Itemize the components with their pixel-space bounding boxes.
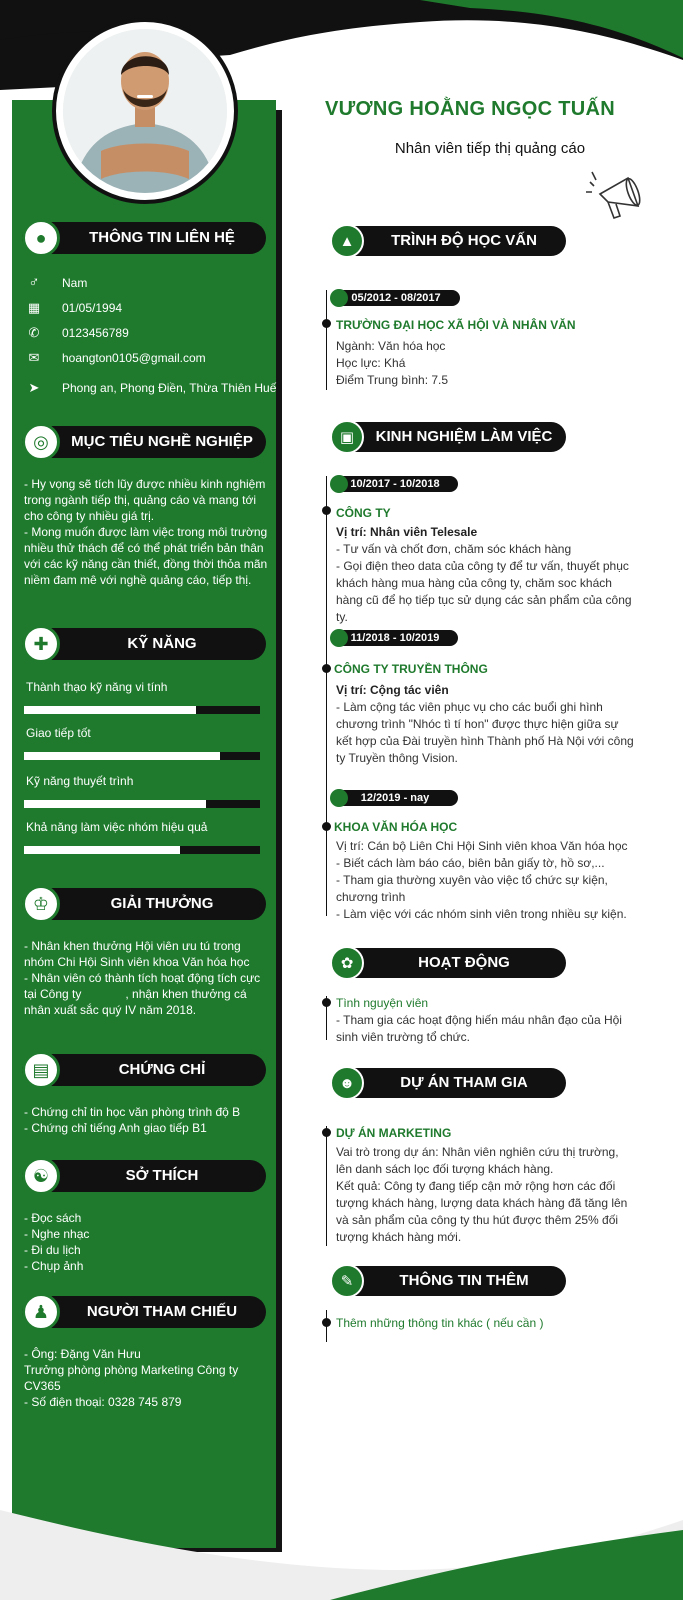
timeline-marker (330, 289, 348, 307)
project-name: DỰ ÁN MARKETING (336, 1126, 452, 1140)
job-company: CÔNG TY (336, 506, 391, 520)
project-line: Vai trò trong dự án: Nhân viên nghiên cứu thị trường, lên danh sách lọc đối tượng khách hàng. (336, 1145, 619, 1176)
education-section-title: TRÌNH ĐỘ HỌC VẤN (391, 232, 537, 249)
education-line: Điểm Trung bình: 7.5 (336, 373, 449, 387)
timeline-dot (322, 1318, 331, 1327)
activities-section-header (332, 948, 566, 978)
certificate-line: - Chứng chỉ tiếng Anh giao tiếp B1 (24, 1121, 207, 1135)
objective-section-title: MỤC TIÊU NGHỀ NGHIỆP (71, 433, 253, 450)
references-text (24, 1346, 269, 1410)
education-line: Ngành: Văn hóa học (336, 339, 446, 353)
contact-address (24, 379, 277, 399)
job-position: Vị trí: Cộng tác viên (336, 683, 449, 697)
experience-section-header (332, 422, 566, 452)
person-photo-icon (63, 29, 227, 193)
objective-section-header (22, 426, 266, 458)
objective-text (24, 476, 269, 588)
hobby-line: - Đi du lịch (24, 1243, 81, 1257)
skill-bar-fill (24, 706, 196, 714)
extra-section-title: THÔNG TIN THÊM (399, 1272, 529, 1289)
certificates-section-header (22, 1054, 266, 1086)
job-company: KHOA VĂN HÓA HỌC (334, 820, 458, 834)
skill-bar (24, 800, 260, 808)
skill-label: Kỹ năng thuyết trình (26, 774, 134, 788)
award-line-part: , nhận khen thưởng cá nhân xuất sắc quý IV năm 2018. (24, 987, 247, 1017)
projects-section-title: DỰ ÁN THAM GIA (400, 1074, 528, 1091)
phone-icon: ✆ (28, 325, 40, 340)
awards-section-title: GIẢI THƯỞNG (110, 895, 214, 912)
job-date (332, 476, 458, 492)
job-company: CÔNG TY TRUYỀN THÔNG (334, 662, 488, 676)
email-icon: ✉ (28, 350, 40, 365)
objective-line: - Hy vọng sẽ tích lũy được nhiều kinh nghiệm trong ngành tiếp thị, quảng cáo và mang tới cho công ty nhiều giá trị. (24, 477, 266, 523)
job-date (332, 790, 458, 806)
target-icon: ◎ (22, 423, 60, 461)
contact-email-value[interactable]: hoangton0105@gmail.com (62, 351, 206, 365)
award-line-part: - Nhân viên có thành tích hoạt động tích cực tại Công ty (24, 971, 261, 1001)
references-section-header (22, 1296, 266, 1328)
puzzle-icon: ✚ (22, 625, 60, 663)
contact-birthdate (24, 299, 274, 319)
certificates-section-title: CHỨNG CHỈ (118, 1061, 206, 1078)
award-line (24, 970, 269, 1018)
timeline-dot (322, 1128, 331, 1137)
candidate-name: VƯƠNG HOẰNG NGỌC TUẤN (325, 98, 615, 120)
awards-section-header (22, 888, 266, 920)
reference-line: - Số điện thoại: 0328 745 879 (24, 1395, 182, 1409)
objective-line: - Mong muốn được làm việc trong môi trường nhiều thử thách để có thể phát triển bản thân với các kỹ năng cần thiết, đồng thời thỏa mãn niềm đam mê với nghề quảng cáo, tiếp thị. (24, 525, 268, 587)
gender-icon: ♂ (28, 274, 40, 291)
project-details (336, 1144, 636, 1246)
timeline-dot (322, 998, 331, 1007)
reference-line: Trưởng phòng phòng Marketing Công ty CV365 (24, 1363, 239, 1393)
project-line: Kết quả: Công ty đang tiếp cận mở rộng hơn các đối tượng khách hàng, lượng data khách hàng đã tăng lên và sản phẩm của công ty thu hút được thêm 25% đối tượng khách hàng mới. (336, 1179, 628, 1244)
hobby-line: - Chụp ảnh (24, 1259, 84, 1273)
timeline-dot (322, 822, 331, 831)
job-position: Vị trí: Cán bộ Liên Chi Hội Sinh viên khoa Văn hóa học (336, 839, 628, 853)
extra-section-header (332, 1266, 566, 1296)
education-details (336, 338, 636, 389)
education-school: TRƯỜNG ĐẠI HỌC XÃ HỘI VÀ NHÂN VĂN (336, 318, 576, 332)
megaphone-icon (582, 162, 654, 224)
job-position: Vị trí: Nhân viên Telesale (336, 525, 478, 539)
experience-timeline (326, 476, 327, 916)
projects-section-header (332, 1068, 566, 1098)
contact-gender-value: Nam (62, 276, 88, 290)
skill-bar-fill (24, 752, 220, 760)
job-line: - Biết cách làm báo cáo, biên bản giấy tờ, hồ sơ,... (336, 856, 605, 870)
location-icon: ➤ (28, 380, 40, 395)
pen-icon: ✎ (330, 1264, 364, 1298)
hobbies-section-title: SỞ THÍCH (125, 1167, 199, 1184)
skill-bar-fill (24, 846, 180, 854)
timeline-dot (322, 664, 331, 673)
extra-info-text: Thêm những thông tin khác ( nếu cần ) (336, 1316, 544, 1330)
contact-gender (24, 274, 274, 294)
timeline-marker (330, 475, 348, 493)
contact-section-header (22, 222, 266, 254)
team-icon: ☻ (330, 1066, 364, 1100)
education-date-text: 05/2012 - 08/2017 (351, 292, 441, 304)
education-section-header (332, 226, 566, 256)
timeline-marker (330, 789, 348, 807)
user-icon: ● (22, 219, 60, 257)
education-timeline (326, 290, 327, 390)
hobby-line: - Đọc sách (24, 1211, 82, 1225)
activity-details (336, 1012, 636, 1046)
candidate-role: Nhân viên tiếp thị quảng cáo (394, 140, 586, 157)
activities-section-title: HOẠT ĐỘNG (418, 954, 510, 971)
contact-address-value: Phong an, Phong Điền, Thừa Thiên Huế (62, 381, 277, 395)
job-details (336, 524, 636, 626)
projects-timeline (326, 1126, 327, 1246)
document-icon: ▤ (22, 1051, 60, 1089)
job-date-text: 10/2017 - 10/2018 (350, 478, 440, 490)
certificate-line: - Chứng chỉ tin học văn phòng trình độ B (24, 1105, 241, 1119)
reference-line: - Ông: Đặng Văn Hưu (24, 1347, 141, 1361)
job-date (332, 630, 458, 646)
job-line: - Tư vấn và chốt đơn, chăm sóc khách hàng (336, 542, 572, 556)
job-line: - Làm cộng tác viên phục vụ cho các buổi ghi hình chương trình "Nhóc tì tí hon" được thực hiện giữa sự kết hợp của Đài truyền hình Thành phố Hà Nội với công ty Truyền thông Vision. (336, 700, 634, 765)
briefcase-icon: ▣ (330, 420, 364, 454)
references-section-title: NGƯỜI THAM CHIẾU (86, 1303, 238, 1320)
skill-label: Khả năng làm việc nhóm hiệu quả (26, 820, 208, 834)
timeline-dot (322, 319, 331, 328)
award-icon: ♔ (22, 885, 60, 923)
skill-label: Giao tiếp tốt (26, 726, 91, 740)
reference-person-icon: ♟ (22, 1293, 60, 1331)
experience-section-title: KINH NGHIỆM LÀM VIỆC (375, 428, 553, 445)
avatar (60, 26, 230, 196)
running-person-icon: ✿ (330, 946, 364, 980)
skill-bar (24, 706, 260, 714)
hobbies-section-header (22, 1160, 266, 1192)
education-line: Học lực: Khá (336, 356, 406, 370)
job-details (336, 838, 636, 923)
job-details (336, 682, 636, 767)
contact-phone (24, 324, 274, 344)
contact-birthdate-value: 01/05/1994 (62, 301, 123, 315)
hobbies-text (24, 1210, 269, 1274)
hobby-line: - Nghe nhạc (24, 1227, 90, 1241)
skills-section-header (22, 628, 266, 660)
skill-label: Thành thạo kỹ năng vi tính (26, 680, 168, 694)
activity-name: Tình nguyện viên (336, 996, 429, 1010)
footer-decoration (0, 1450, 683, 1600)
certificates-text (24, 1104, 269, 1136)
calendar-icon: ▦ (27, 300, 41, 315)
skill-bar-fill (24, 800, 206, 808)
timeline-dot (322, 506, 331, 515)
skill-bar (24, 846, 260, 854)
job-line: - Gọi điện theo data của công ty để tư vấn, thuyết phục khách hàng mua hàng của công ty, chăm soc khách hàng cũ để họ tiếp tục sử dụng các sản phẩm của công ty. (336, 559, 632, 624)
awards-text (24, 938, 269, 1018)
job-line: - Tham gia thường xuyên vào việc tổ chức sự kiện, chương trình (336, 873, 608, 904)
contact-section-title: THÔNG TIN LIÊN HỆ (89, 229, 235, 246)
graduation-cap-icon: ▲ (330, 224, 364, 258)
activity-line: - Tham gia các hoạt động hiến máu nhân đạo của Hội sinh viên trường tổ chức. (336, 1013, 622, 1044)
skills-section-title: KỸ NĂNG (127, 635, 197, 652)
people-icon: ☯ (22, 1157, 60, 1195)
skill-bar (24, 752, 260, 760)
job-date-text: 12/2019 - nay (360, 792, 430, 804)
contact-email (24, 349, 274, 369)
job-line: - Làm việc với các nhóm sinh viên trong nhiều sự kiện. (336, 907, 627, 921)
job-date-text: 11/2018 - 10/2019 (350, 632, 440, 644)
contact-phone-value: 0123456789 (62, 326, 129, 340)
timeline-marker (330, 629, 348, 647)
award-line: - Nhân khen thưởng Hội viên ưu tú trong nhóm Chi Hội Sinh viên khoa Văn hóa học (24, 939, 250, 969)
education-date (332, 290, 460, 306)
